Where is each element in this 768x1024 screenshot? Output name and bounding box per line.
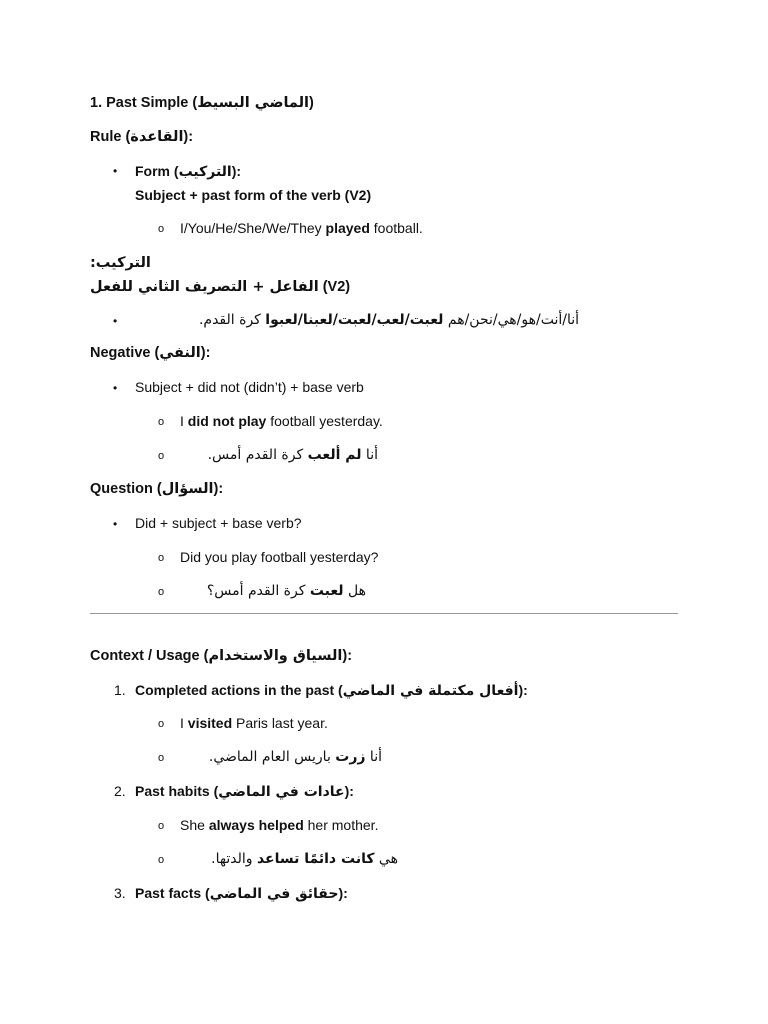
sub-bullet-glyph: o: [158, 552, 165, 564]
list-number: 2.: [114, 783, 126, 799]
negative-formula: Subject + did not (didn’t) + base verb: [135, 379, 364, 395]
question-example-en: Did you play football yesterday?: [180, 549, 379, 565]
bullet-glyph: •: [113, 314, 118, 328]
sub-bullet-glyph: o: [158, 450, 165, 462]
question-formula: Did + subject + base verb?: [135, 515, 302, 531]
usage-item-past-habits: Past habits (عادات في الماضي):: [135, 783, 354, 800]
negative-example-en: I did not play football yesterday.: [180, 413, 383, 429]
negative-example-ar: أنا لم ألعب كرة القدم أمس.: [207, 447, 378, 463]
form-example: I/You/He/She/We/They played football.: [180, 220, 423, 236]
sub-bullet-glyph: o: [158, 752, 165, 764]
question-example-ar: هل لعبت كرة القدم أمس؟: [206, 583, 366, 599]
bullet-glyph: •: [113, 517, 118, 531]
sub-bullet-glyph: o: [158, 223, 165, 235]
arabic-form-title: التركيب:: [90, 255, 151, 271]
usage-example-en: I visited Paris last year.: [180, 715, 328, 731]
sub-bullet-glyph: o: [158, 820, 165, 832]
usage-item-past-facts: Past facts (حقائق في الماضي):: [135, 885, 348, 902]
list-number: 1.: [114, 682, 126, 698]
usage-item-completed-actions: Completed actions in the past (أفعال مكتملة في الماضي):: [135, 682, 528, 699]
form-heading: Form (التركيب):: [135, 163, 242, 180]
context-heading: Context / Usage (السياق والاستخدام):: [90, 648, 353, 664]
rule-heading: Rule (القاعدة):: [90, 129, 194, 145]
arabic-form-example: أنا/أنت/هو/هي/نحن/هم لعبت/لعب/لعبت/لعبنا/لعبوا كرة القدم.: [198, 312, 579, 328]
usage-example-ar: أنا زرت باريس العام الماضي.: [208, 749, 382, 765]
question-heading: Question (السؤال):: [90, 481, 224, 497]
sub-bullet-glyph: o: [158, 718, 165, 730]
usage-example-ar: هي كانت دائمًا تساعد والدتها.: [211, 851, 398, 867]
arabic-form-formula: الفاعل + التصريف الثاني للفعل (V2): [90, 279, 351, 295]
section-title: 1. Past Simple (الماضي البسيط): [90, 95, 314, 111]
negative-heading: Negative (النفي):: [90, 345, 211, 361]
bullet-glyph: •: [113, 164, 118, 178]
horizontal-divider: [90, 613, 678, 614]
bullet-glyph: •: [113, 381, 118, 395]
form-formula: Subject + past form of the verb (V2): [135, 187, 372, 203]
list-number: 3.: [114, 885, 126, 901]
usage-example-en: She always helped her mother.: [180, 817, 379, 833]
sub-bullet-glyph: o: [158, 854, 165, 866]
sub-bullet-glyph: o: [158, 416, 165, 428]
sub-bullet-glyph: o: [158, 586, 165, 598]
